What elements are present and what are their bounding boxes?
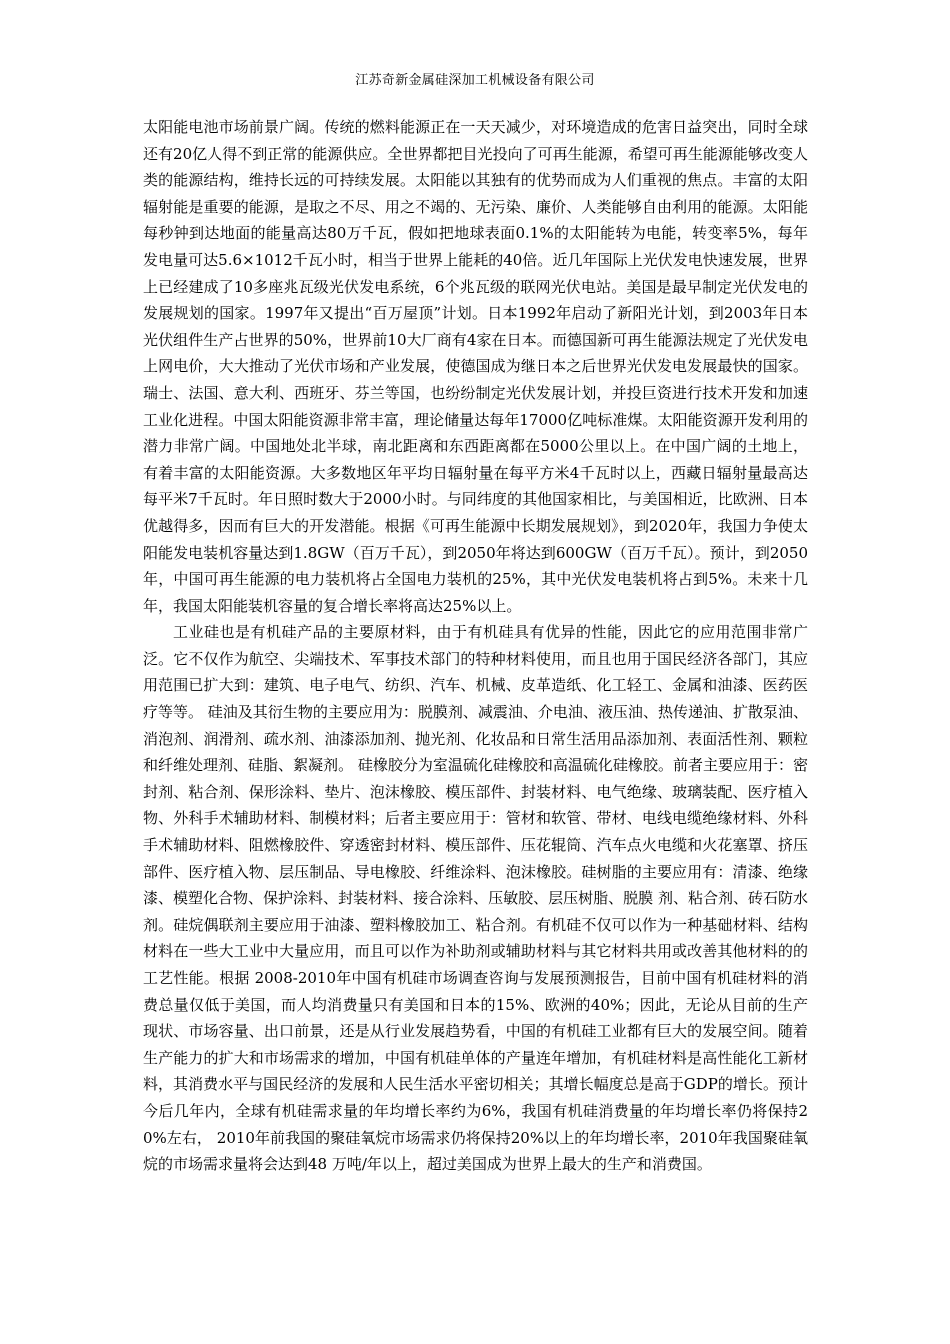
page-header-company: 江苏奇新金属硅深加工机械设备有限公司 xyxy=(355,73,595,88)
paragraph-industrial-silicon: 工业硅也是有机硅产品的主要原材料，由于有机硅具有优异的性能，因此它的应用范围非常广泛。它不仅作为航空、尖端技术、军事技术部门的特种材料使用，而且也用于国民经济各部门，其应用范围已扩大到：建筑、电子电气、纺织、汽车、机械、皮革造纸、化工轻工、金属和油漆、医药医疗等等。 硅油及其衍生物的主要应用为：脱膜剂、减震油、介电油、液压油、热传递油、扩散泵油、消泡剂、润滑剂、疏水剂、油漆添加剂、抛光剂、化妆品和日常生活用品添加剂、表面活性剂、颗粒和纤维处理剂、硅脂、絮凝剂。 硅橡胶分为室温硫化硅橡胶和高温硫化硅橡胶。前者主要应用于：密封剂、粘合剂、保形涂料、垫片、泡沫橡胶、模压部件、封装材料、电气绝缘、玻璃装配、医疗植入物、外科手术辅助材料、制模材料；后者主要应用于：管材和软管、带材、电线电缆绝缘材料、外科手术辅助材料、阻燃橡胶件、穿透密封材料、模压部件、压花辊筒、汽车点火电缆和火花塞罩、挤压部件、医疗植入物、层压制品、导电橡胶、纤维涂料、泡沫橡胶。硅树脂的主要应用有：清漆、绝缘漆、模塑化合物、保护涂料、封装材料、接合涂料、压敏胶、层压树脂、脱膜 剂、粘合剂、砖石防水剂。硅烷偶联剂主要应用于油漆、塑料橡胶加工、粘合剂。有机硅不仅可以作为一种基础材料、结构材料在一些大工业中大量应用，而且可以作为补助剂或辅助材料与其它材料共用或改善其他材料的的工艺性能。根据 2008-2010年中国有机硅市场调查咨询与发展预测报告，目前中国有机硅材料的消费总量仅低于美国，而人均消费量只有美国和日本的15%、欧洲的40%；因此，无论从目前的生产现状、市场容量、出口前景，还是从行业发展趋势看，中国的有机硅工业都有巨大的发展空间。随着生产能力的扩大和市场需求的增加，中国有机硅单体的产量连年增加，有机硅材料是高性能化工新材料，其消费水平与国民经济的发展和人民生活水平密切相关；其增长幅度总是高于GDP的增长。预计今后几年内，全球有机硅需求量的年均增长率约为6%，我国有机硅消费量的年均增长率仍将保持20%左右， 2010年前我国的聚硅氧烷市场需求仍将保持20%以上的年均增长率，2010年我国聚硅氧烷的市场需求量将会达到48 万吨/年以上，超过美国成为世界上最大的生产和消费国。 xyxy=(143,623,808,1174)
document-body xyxy=(143,114,808,1178)
paragraph-solar-market: 太阳能电池市场前景广阔。传统的燃料能源正在一天天减少，对环境造成的危害日益突出，同时全球还有20亿人得不到正常的能源供应。全世界都把目光投向了可再生能源，希望可再生能源能够改变人类的能源结构，维持长远的可持续发展。太阳能以其独有的优势而成为人们重视的焦点。丰富的太阳辐射能是重要的能源，是取之不尽、用之不竭的、无污染、廉价、人类能够自由利用的能源。太阳能每秒钟到达地面的能量高达80万千瓦，假如把地球表面0.1%的太阳能转为电能，转变率5%，每年发电量可达5.6×1012千瓦小时，相当于世界上能耗的40倍。近几年国际上光伏发电快速发展，世界上已经建成了10多座兆瓦级光伏发电系统，6个兆瓦级的联网光伏电站。美国是最早制定光伏发电的发展规划的国家。1997年又提出“百万屋顶”计划。日本1992年启动了新阳光计划，到2003年日本光伏组件生产占世界的50%，世界前10大厂商有4家在日本。而德国新可再生能源法规定了光伏发电上网电价，大大推动了光伏市场和产业发展，使德国成为继日本之后世界光伏发电发展最快的国家。瑞士、法国、意大利、西班牙、芬兰等国，也纷纷制定光伏发展计划，并投巨资进行技术开发和加速工业化进程。中国太阳能资源非常丰富，理论储量达每年17000亿吨标准煤。太阳能资源开发利用的潜力非常广阔。中国地处北半球，南北距离和东西距离都在5000公里以上。在中国广阔的土地上，有着丰富的太阳能资源。大多数地区年平均日辐射量在每平方米4千瓦时以上，西藏日辐射量最高达每平米7千瓦时。年日照时数大于2000小时。与同纬度的其他国家相比，与美国相近，比欧洲、日本优越得多，因而有巨大的开发潜能。根据《可再生能源中长期发展规划》，到2020年，我国力争使太阳能发电装机容量达到1.8GW（百万千瓦），到2050年将达到600GW（百万千瓦）。预计，到2050年，中国可再生能源的电力装机将占全国电力装机的25%，其中光伏发电装机将占到5%。未来十几年，我国太阳能装机容量的复合增长率将高达25%以上。 xyxy=(143,118,808,615)
